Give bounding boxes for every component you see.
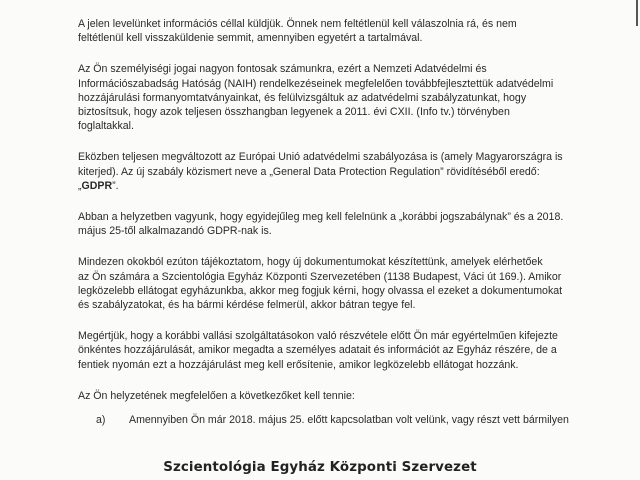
text-line: Abban a helyzetben vagyunk, hogy egyidejűleg meg kell felelnünk a „korábbi jogszabálynak” és a 2018. — [78, 211, 564, 224]
text-line: kiterjed). Az új szabály közismert neve a „General Data Protection Regulation” rövidítéséből eredő: — [78, 165, 540, 178]
list-marker: a) — [96, 414, 106, 426]
text-line: és szabályzatokat, és ha bármi kérdése felmerül, akkor bátran tegye fel. — [78, 299, 416, 312]
paragraph-compliance — [78, 210, 566, 238]
text-line: fentiek nyomán ezt a hozzájárulást meg kell erősítenie, amikor legközelebb ellátogat hozzánk. — [78, 358, 519, 371]
paragraph-privacy-rights — [78, 62, 566, 133]
paragraph-instructions — [78, 389, 566, 403]
scan-edge-mark — [628, 0, 638, 26]
paragraph-consent — [78, 329, 566, 372]
text-line: Az Ön helyzetének megfelelően a következőket kell tennie: — [78, 389, 355, 402]
text-line: A jelen levelünket információs céllal küldjük. Önnek nem feltétlenül kell válaszolnia rá, és nem — [78, 18, 517, 30]
text-line: Információszabadság Hatóság (NAIH) rendelkezéseinek megfelelően továbbfejlesztettük adatvédelmi — [78, 77, 554, 90]
text-line: foglaltakkal. — [78, 120, 134, 133]
text-line: az Ön számára a Szcientológia Egyház Központi Szervezetében (1138 Budapest, Váci út 169.). Amikor — [78, 270, 562, 283]
footer-organization-title: Szcientológia Egyház Központi Szervezet — [163, 460, 477, 475]
text-line: Megértjük, hogy a korábbi vallási szolgáltatásokon való részvétele előtt Ön már egyértelműen kifejezte — [78, 330, 558, 343]
text-line: önkéntes hozzájárulását, amikor megadta a személyes adatait és információt az Egyház részére, de a — [78, 344, 557, 357]
text-line: május 25-től alkalmazandó GDPR-nak is. — [78, 225, 272, 238]
text-line: biztosítsuk, hogy azok teljesen összhangban legyenek a 2011. évi CXII. (Info tv.) törvényben — [78, 106, 510, 119]
letter-body — [78, 17, 566, 420]
quote-close: ”. — [112, 179, 119, 192]
text-line: hozzájárulási formanyomtatványainkat, és felülvizsgáltuk az adatvédelmi szabályzatunkat, hogy — [78, 91, 527, 104]
quote-open: „ — [78, 179, 82, 192]
text-line: legközelebb ellátogat egyházunkba, akkor meg fogjuk kérni, hogy olvassa el ezeket a dokumentumokat — [78, 284, 563, 297]
gdpr-term: GDPR — [81, 179, 113, 192]
paragraph-new-documents — [78, 255, 566, 312]
list-item-text: Amennyiben Ön már 2018. május 25. előtt kapcsolatban volt velünk, vagy részt vett bármilyen — [129, 414, 569, 426]
text-line: feltétlenül kell visszaküldenie semmit, amennyiben egyetért a tartalmával. — [78, 32, 423, 45]
text-line: Eközben teljesen megváltozott az Európai Unió adatvédelmi szabályozása is (amely Magyarországra is — [78, 151, 563, 164]
text-line: Az Ön személyiségi jogai nagyon fontosak számunkra, ezért a Nemzeti Adatvédelmi és — [78, 63, 487, 76]
text-line: Mindezen okokból ezúton tájékoztatom, hogy új dokumentumokat készítettünk, amelyek elérhetőek — [78, 256, 543, 269]
text-line — [78, 179, 566, 193]
list-item — [78, 413, 578, 427]
paragraph-intro — [78, 17, 566, 45]
paragraph-gdpr — [78, 150, 566, 193]
